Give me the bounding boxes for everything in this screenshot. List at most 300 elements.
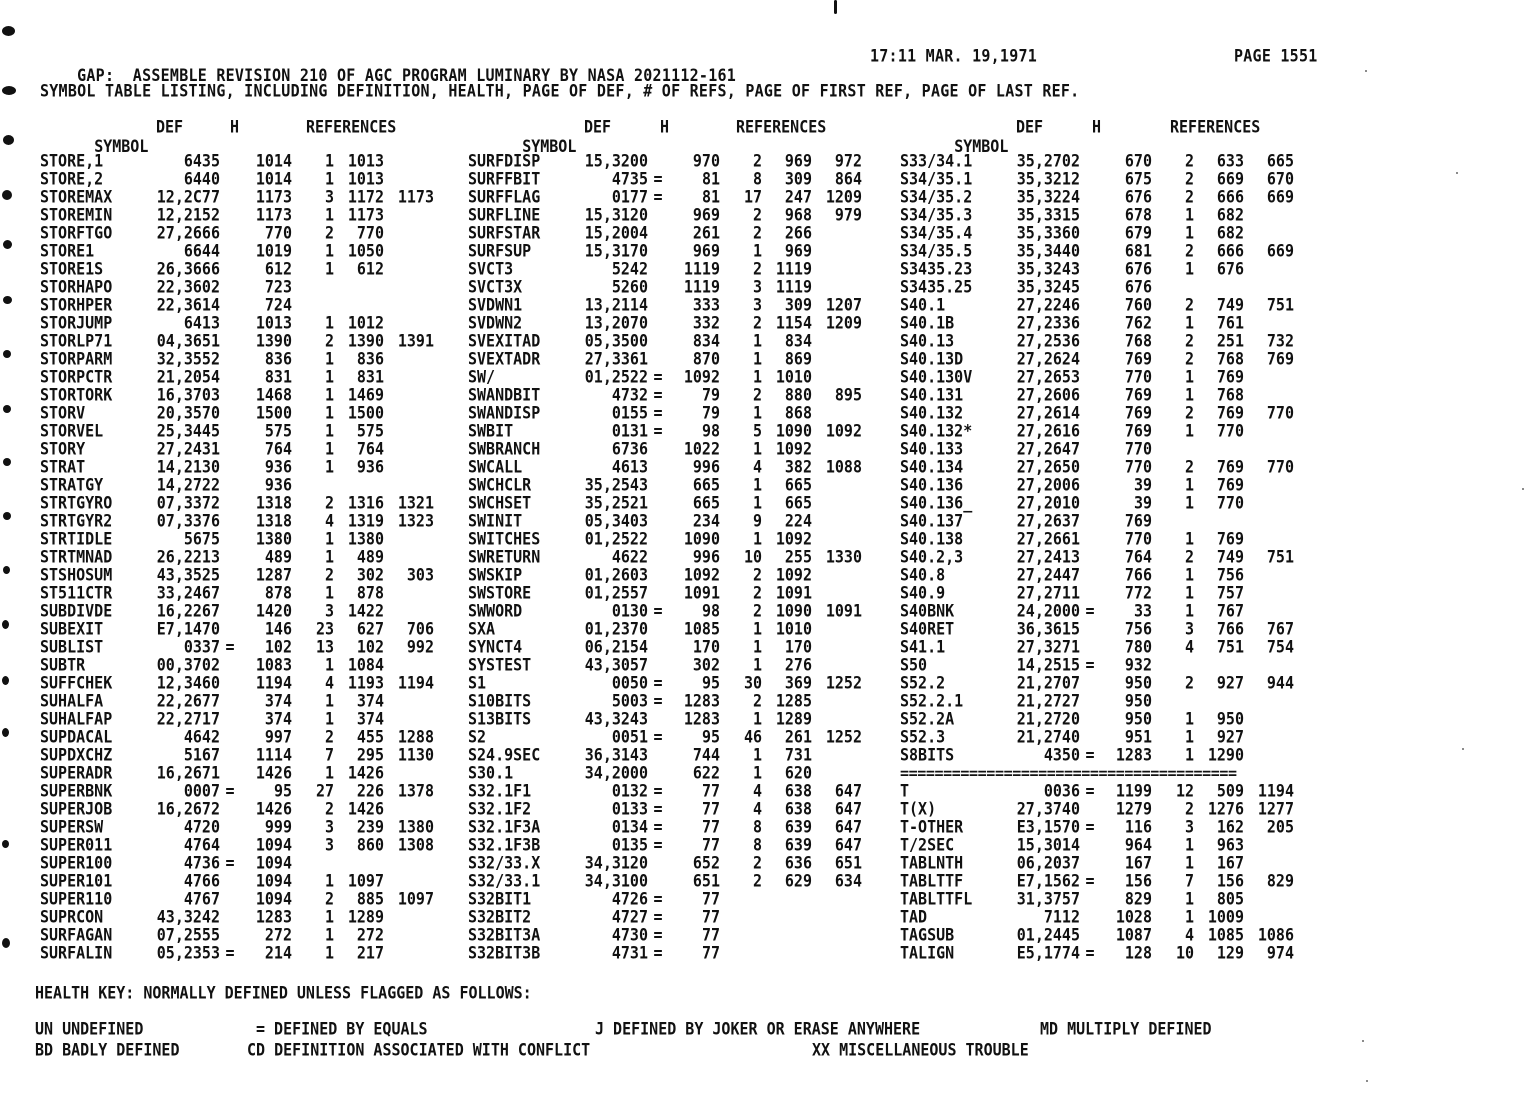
symbol-cell: S50 — [900, 654, 928, 676]
def-page-cell: 772 — [1124, 582, 1152, 604]
symbol-cell: STORV — [40, 402, 86, 424]
symbol-cell: S32/33.X — [468, 852, 541, 874]
symbol-cell: SURFDISP — [468, 150, 541, 172]
def-cell: 01,2370 — [584, 618, 648, 640]
def-cell: 20,3570 — [156, 402, 220, 424]
symbol-cell: S40.1B — [900, 312, 955, 334]
first-ref-cell: 1154 — [775, 312, 812, 334]
ref-count-cell: 9 — [752, 510, 762, 532]
symbol-cell: S30.1 — [468, 762, 514, 784]
def-cell: 4622 — [611, 546, 648, 568]
def-cell: 4350 — [1043, 744, 1080, 766]
col-def-label: DEF — [584, 117, 612, 137]
first-ref-cell: 1426 — [347, 798, 384, 820]
def-cell: 07,2555 — [156, 924, 220, 946]
def-page-cell: 332 — [692, 312, 720, 334]
first-ref-cell: 272 — [356, 924, 384, 946]
def-cell: E3,1570 — [1016, 816, 1080, 838]
symbol-cell: STORE,1 — [40, 150, 104, 172]
first-ref-cell: 761 — [1216, 312, 1244, 334]
symbol-row — [40, 728, 470, 746]
symbol-row — [900, 890, 1330, 908]
ref-count-cell: 2 — [324, 798, 334, 820]
first-ref-cell: 1090 — [775, 420, 812, 442]
symbol-cell: S3435.25 — [900, 276, 973, 298]
def-page-cell: 679 — [1124, 222, 1152, 244]
symbol-row — [40, 638, 470, 656]
health-cell: = — [225, 780, 235, 802]
symbol-cell: STRTGYR2 — [40, 510, 113, 532]
def-cell: 4766 — [183, 870, 220, 892]
def-cell: 14,2130 — [156, 456, 220, 478]
col-symbol-label: SYMBOL — [94, 136, 149, 157]
last-ref-cell: 1207 — [825, 294, 862, 316]
def-cell: 15,3120 — [584, 204, 648, 226]
symbol-row — [40, 872, 470, 890]
first-ref-cell: 261 — [784, 726, 812, 748]
first-ref-cell: 665 — [784, 474, 812, 496]
first-ref-cell: 374 — [356, 690, 384, 712]
symbol-row — [40, 422, 470, 440]
def-page-cell: 766 — [1124, 564, 1152, 586]
def-page-cell: 79 — [701, 402, 720, 424]
first-ref-cell: 1289 — [775, 708, 812, 730]
symbol-row — [468, 188, 898, 206]
first-ref-cell: 665 — [784, 492, 812, 514]
symbol-cell: STRTGYRO — [40, 492, 113, 514]
last-ref-cell: 1194 — [397, 672, 434, 694]
def-cell: 26,3666 — [156, 258, 220, 280]
symbol-row — [468, 476, 898, 494]
def-page-cell: 1287 — [255, 564, 292, 586]
symbol-cell: S34/35.5 — [900, 240, 973, 262]
first-ref-cell: 1469 — [347, 384, 384, 406]
def-cell: 0337 — [183, 636, 220, 658]
last-ref-cell: 651 — [834, 852, 862, 874]
ref-count-cell: 1 — [752, 618, 762, 640]
health-cell: = — [1085, 654, 1095, 676]
def-page-cell: 234 — [692, 510, 720, 532]
symbol-row — [900, 746, 1330, 764]
def-page-cell: 102 — [264, 636, 292, 658]
first-ref-cell: 1500 — [347, 402, 384, 424]
health-cell: = — [653, 168, 663, 190]
ref-count-cell: 12 — [1175, 780, 1194, 802]
last-ref-cell: 1209 — [825, 186, 862, 208]
def-page-cell: 770 — [1124, 366, 1152, 388]
first-ref-cell: 251 — [1216, 330, 1244, 352]
symbol-cell: S52.2 — [900, 672, 946, 694]
ref-count-cell: 1 — [324, 690, 334, 712]
symbol-column-2 — [468, 152, 898, 962]
ref-count-cell: 8 — [752, 168, 762, 190]
symbol-row — [40, 242, 470, 260]
symbol-row — [40, 944, 470, 962]
def-cell: 12,2152 — [156, 204, 220, 226]
first-ref-cell: 1193 — [347, 672, 384, 694]
first-ref-cell: 1010 — [775, 618, 812, 640]
symbol-row — [900, 782, 1330, 800]
def-page-cell: 1022 — [683, 438, 720, 460]
last-ref-cell: 864 — [834, 168, 862, 190]
def-cell: 43,3242 — [156, 906, 220, 928]
ref-count-cell: 2 — [324, 564, 334, 586]
symbol-cell: S40.132* — [900, 420, 973, 442]
def-cell: 05,2353 — [156, 942, 220, 964]
first-ref-cell: 1090 — [775, 600, 812, 622]
symbol-row — [900, 548, 1330, 566]
symbol-cell: SWWORD — [468, 600, 523, 622]
def-cell: 6435 — [183, 150, 220, 172]
health-cell: = — [225, 942, 235, 964]
def-cell: 35,2521 — [584, 492, 648, 514]
last-ref-cell: 1252 — [825, 672, 862, 694]
def-page-cell: 489 — [264, 546, 292, 568]
ref-count-cell: 2 — [1184, 546, 1194, 568]
def-page-cell: 1094 — [255, 888, 292, 910]
col-health-label: H — [230, 117, 240, 137]
last-ref-cell: 1288 — [397, 726, 434, 748]
symbol-row — [40, 530, 470, 548]
ref-count-cell: 2 — [752, 312, 762, 334]
def-page-cell: 39 — [1133, 474, 1152, 496]
symbol-cell: STORLP71 — [40, 330, 113, 352]
ref-count-cell: 2 — [1184, 348, 1194, 370]
first-ref-cell: 638 — [784, 798, 812, 820]
ref-count-cell: 3 — [324, 600, 334, 622]
symbol-cell: S40.13 — [900, 330, 955, 352]
def-cell: 0050 — [611, 672, 648, 694]
def-page-cell: 969 — [692, 240, 720, 262]
symbol-cell: STORPARM — [40, 348, 113, 370]
def-page-cell: 1114 — [255, 744, 292, 766]
symbol-row — [40, 296, 470, 314]
def-page-cell: 1199 — [1115, 780, 1152, 802]
ref-count-cell: 1 — [752, 654, 762, 676]
symbol-column-3 — [900, 152, 1330, 962]
def-page-cell: 756 — [1124, 618, 1152, 640]
def-cell: 27,2637 — [1016, 510, 1080, 532]
def-page-cell: 997 — [264, 726, 292, 748]
symbol-row — [900, 260, 1330, 278]
ref-count-cell: 1 — [752, 348, 762, 370]
symbol-cell: S52.2.1 — [900, 690, 964, 712]
symbol-cell: S32.1F3B — [468, 834, 541, 856]
def-page-cell: 951 — [1124, 726, 1152, 748]
last-ref-cell: 303 — [406, 564, 434, 586]
def-cell: 35,3360 — [1016, 222, 1080, 244]
ref-count-cell: 1 — [324, 420, 334, 442]
ref-count-cell: 2 — [324, 888, 334, 910]
last-ref-cell: 1321 — [397, 492, 434, 514]
def-cell: E5,1774 — [1016, 942, 1080, 964]
symbol-row — [468, 170, 898, 188]
first-ref-cell: 239 — [356, 816, 384, 838]
symbol-cell: T — [900, 780, 910, 802]
def-cell: 27,2010 — [1016, 492, 1080, 514]
ref-count-cell: 1 — [324, 168, 334, 190]
symbol-row — [468, 404, 898, 422]
def-cell: 27,2536 — [1016, 330, 1080, 352]
symbol-row — [900, 926, 1330, 944]
first-ref-cell: 633 — [1216, 150, 1244, 172]
ref-count-cell: 5 — [752, 420, 762, 442]
def-cell: 6413 — [183, 312, 220, 334]
symbol-cell: S34/35.4 — [900, 222, 973, 244]
symbol-cell: STORE1 — [40, 240, 95, 262]
col-symbol-label: SYMBOL — [954, 136, 1009, 157]
first-ref-cell: 1276 — [1207, 798, 1244, 820]
def-page-cell: 79 — [701, 384, 720, 406]
def-cell: 13,2070 — [584, 312, 648, 334]
symbol-cell: S40.133 — [900, 438, 964, 460]
symbol-cell: S33/34.1 — [900, 150, 973, 172]
def-page-cell: 95 — [273, 780, 292, 802]
col-references-label: REFERENCES — [306, 117, 397, 137]
symbol-row — [900, 854, 1330, 872]
def-cell: 27,2711 — [1016, 582, 1080, 604]
health-cell: = — [653, 690, 663, 712]
symbol-row — [900, 908, 1330, 926]
first-ref-cell: 217 — [356, 942, 384, 964]
def-cell: 27,2650 — [1016, 456, 1080, 478]
last-ref-cell: 1252 — [825, 726, 862, 748]
symbol-cell: STRATGY — [40, 474, 104, 496]
ref-count-cell: 2 — [1184, 150, 1194, 172]
def-page-cell: 39 — [1133, 492, 1152, 514]
key-conflict: CD DEFINITION ASSOCIATED WITH CONFLICT — [247, 1040, 591, 1060]
def-page-cell: 950 — [1124, 690, 1152, 712]
symbol-row — [900, 620, 1330, 638]
symbol-row — [468, 944, 898, 962]
def-page-cell: 651 — [692, 870, 720, 892]
first-ref-cell: 756 — [1216, 564, 1244, 586]
symbol-cell: S3435.23 — [900, 258, 973, 280]
ref-count-cell: 2 — [1184, 798, 1194, 820]
def-page-cell: 1380 — [255, 528, 292, 550]
symbol-cell: S34/35.1 — [900, 168, 973, 190]
symbol-cell: S32.1F1 — [468, 780, 532, 802]
symbol-cell: S52.3 — [900, 726, 946, 748]
ref-count-cell: 3 — [324, 816, 334, 838]
first-ref-cell: 834 — [784, 330, 812, 352]
symbol-row — [40, 224, 470, 242]
ref-count-cell: 2 — [1184, 186, 1194, 208]
def-cell: 01,2445 — [1016, 924, 1080, 946]
def-cell: 34,3120 — [584, 852, 648, 874]
ref-count-cell: 1 — [324, 582, 334, 604]
first-ref-cell: 769 — [1216, 366, 1244, 388]
def-page-cell: 98 — [701, 420, 720, 442]
symbol-row — [40, 512, 470, 530]
def-page-cell: 272 — [264, 924, 292, 946]
def-page-cell: 1094 — [255, 852, 292, 874]
first-ref-cell: 1091 — [775, 582, 812, 604]
symbol-cell: SWCALL — [468, 456, 523, 478]
symbol-row — [468, 602, 898, 620]
key-equals: = DEFINED BY EQUALS — [256, 1019, 428, 1039]
health-cell: = — [653, 780, 663, 802]
symbol-cell: STSHOSUM — [40, 564, 113, 586]
health-cell: = — [1085, 744, 1095, 766]
def-cell: 05,3500 — [584, 330, 648, 352]
def-page-cell: 829 — [1124, 888, 1152, 910]
symbol-cell: TABLTTF — [900, 870, 964, 892]
symbol-cell: TABLNTH — [900, 852, 964, 874]
def-page-cell: 1283 — [1115, 744, 1152, 766]
key-badly-defined: BD BADLY DEFINED — [35, 1040, 180, 1060]
symbol-row — [40, 476, 470, 494]
first-ref-cell: 936 — [356, 456, 384, 478]
symbol-cell: STRTMNAD — [40, 546, 113, 568]
first-ref-cell: 1050 — [347, 240, 384, 262]
ref-count-cell: 1 — [324, 456, 334, 478]
def-cell: 0007 — [183, 780, 220, 802]
symbol-cell: TAD — [900, 906, 928, 928]
symbol-row — [40, 278, 470, 296]
symbol-row — [900, 728, 1330, 746]
def-cell: 35,2543 — [584, 474, 648, 496]
def-page-cell: 575 — [264, 420, 292, 442]
first-ref-cell: 247 — [784, 186, 812, 208]
symbol-cell: STORE1S — [40, 258, 104, 280]
def-cell: 27,2661 — [1016, 528, 1080, 550]
first-ref-cell: 770 — [356, 222, 384, 244]
def-cell: 27,2413 — [1016, 546, 1080, 568]
symbol-row — [468, 926, 898, 944]
symbol-row — [40, 926, 470, 944]
first-ref-cell: 1290 — [1207, 744, 1244, 766]
def-cell: 27,2006 — [1016, 474, 1080, 496]
ref-count-cell: 1 — [752, 474, 762, 496]
symbol-cell: SURFAGAN — [40, 924, 113, 946]
last-ref-cell: 751 — [1266, 546, 1294, 568]
ref-count-cell: 1 — [324, 762, 334, 784]
symbol-cell: TAGSUB — [900, 924, 955, 946]
key-multiply-defined: MD MULTIPLY DEFINED — [1040, 1019, 1212, 1039]
symbol-row — [40, 152, 470, 170]
def-page-cell: 932 — [1124, 654, 1152, 676]
ref-count-cell: 2 — [752, 204, 762, 226]
symbol-cell: S41.1 — [900, 636, 946, 658]
symbol-row — [468, 782, 898, 800]
def-cell: 25,3445 — [156, 420, 220, 442]
ref-count-cell: 1 — [324, 924, 334, 946]
ref-count-cell: 2 — [1184, 294, 1194, 316]
def-page-cell: 1318 — [255, 492, 292, 514]
last-ref-cell: 1209 — [825, 312, 862, 334]
def-cell: 27,2616 — [1016, 420, 1080, 442]
def-page-cell: 969 — [692, 204, 720, 226]
last-ref-cell: 634 — [834, 870, 862, 892]
ref-count-cell: 2 — [324, 222, 334, 244]
symbol-cell: S13BITS — [468, 708, 532, 730]
first-ref-cell: 676 — [1216, 258, 1244, 280]
def-cell: 14,2515 — [1016, 654, 1080, 676]
symbol-row — [900, 818, 1330, 836]
ref-count-cell: 1 — [324, 708, 334, 730]
def-page-cell: 333 — [692, 294, 720, 316]
def-page-cell: 77 — [701, 834, 720, 856]
health-cell: = — [653, 816, 663, 838]
def-page-cell: 764 — [1124, 546, 1152, 568]
last-ref-cell: 751 — [1266, 294, 1294, 316]
health-cell: = — [653, 384, 663, 406]
symbol-cell: S32BIT3A — [468, 924, 541, 946]
health-cell: = — [653, 186, 663, 208]
symbol-row — [900, 188, 1330, 206]
symbol-row — [468, 440, 898, 458]
symbol-row — [900, 404, 1330, 422]
ref-count-cell: 1 — [1184, 564, 1194, 586]
symbol-cell: S10BITS — [468, 690, 532, 712]
def-cell: 16,2671 — [156, 762, 220, 784]
ref-count-cell: 2 — [752, 852, 762, 874]
symbol-cell: S40.8 — [900, 564, 946, 586]
ref-count-cell: 1 — [324, 438, 334, 460]
ref-count-cell: 2 — [752, 222, 762, 244]
ref-count-cell: 1 — [324, 402, 334, 424]
def-page-cell: 374 — [264, 690, 292, 712]
ref-count-cell: 2 — [1184, 168, 1194, 190]
def-cell: 01,2603 — [584, 564, 648, 586]
def-cell: 14,2722 — [156, 474, 220, 496]
symbol-cell: SWANDISP — [468, 402, 541, 424]
symbol-cell: SUPER011 — [40, 834, 113, 856]
ref-count-cell: 23 — [315, 618, 334, 640]
ref-count-cell: 1 — [1184, 474, 1194, 496]
ref-count-cell: 1 — [324, 258, 334, 280]
symbol-cell: S40.131 — [900, 384, 964, 406]
ref-count-cell: 4 — [1184, 636, 1194, 658]
symbol-cell: S24.9SEC — [468, 744, 541, 766]
first-ref-cell: 638 — [784, 780, 812, 802]
symbol-cell: S34/35.2 — [900, 186, 973, 208]
symbol-row — [468, 854, 898, 872]
symbol-row — [468, 620, 898, 638]
def-page-cell: 1014 — [255, 150, 292, 172]
ref-count-cell: 7 — [324, 744, 334, 766]
first-ref-cell: 156 — [1216, 870, 1244, 892]
def-page-cell: 1194 — [255, 672, 292, 694]
def-cell: 4767 — [183, 888, 220, 910]
symbol-row — [40, 674, 470, 692]
symbol-row — [468, 368, 898, 386]
symbol-row — [468, 422, 898, 440]
def-page-cell: 156 — [1124, 870, 1152, 892]
symbol-cell: S32.1F3A — [468, 816, 541, 838]
def-cell: 27,2647 — [1016, 438, 1080, 460]
first-ref-cell: 1119 — [775, 276, 812, 298]
def-page-cell: 770 — [264, 222, 292, 244]
symbol-cell: S40.134 — [900, 456, 964, 478]
def-cell: 6736 — [611, 438, 648, 460]
ref-count-cell: 10 — [743, 546, 762, 568]
first-ref-cell: 963 — [1216, 834, 1244, 856]
symbol-cell: STORJUMP — [40, 312, 113, 334]
symbol-row — [900, 944, 1330, 962]
symbol-cell: SWANDBIT — [468, 384, 541, 406]
def-page-cell: 1085 — [683, 618, 720, 640]
last-ref-cell: 1130 — [397, 744, 434, 766]
symbol-cell: S32BIT2 — [468, 906, 532, 928]
def-page-cell: 769 — [1124, 384, 1152, 406]
ref-count-cell: 2 — [1184, 240, 1194, 262]
last-ref-cell: 1086 — [1257, 924, 1294, 946]
ref-count-cell: 1 — [1184, 204, 1194, 226]
def-page-cell: 1283 — [255, 906, 292, 928]
symbol-cell: SWSTORE — [468, 582, 532, 604]
